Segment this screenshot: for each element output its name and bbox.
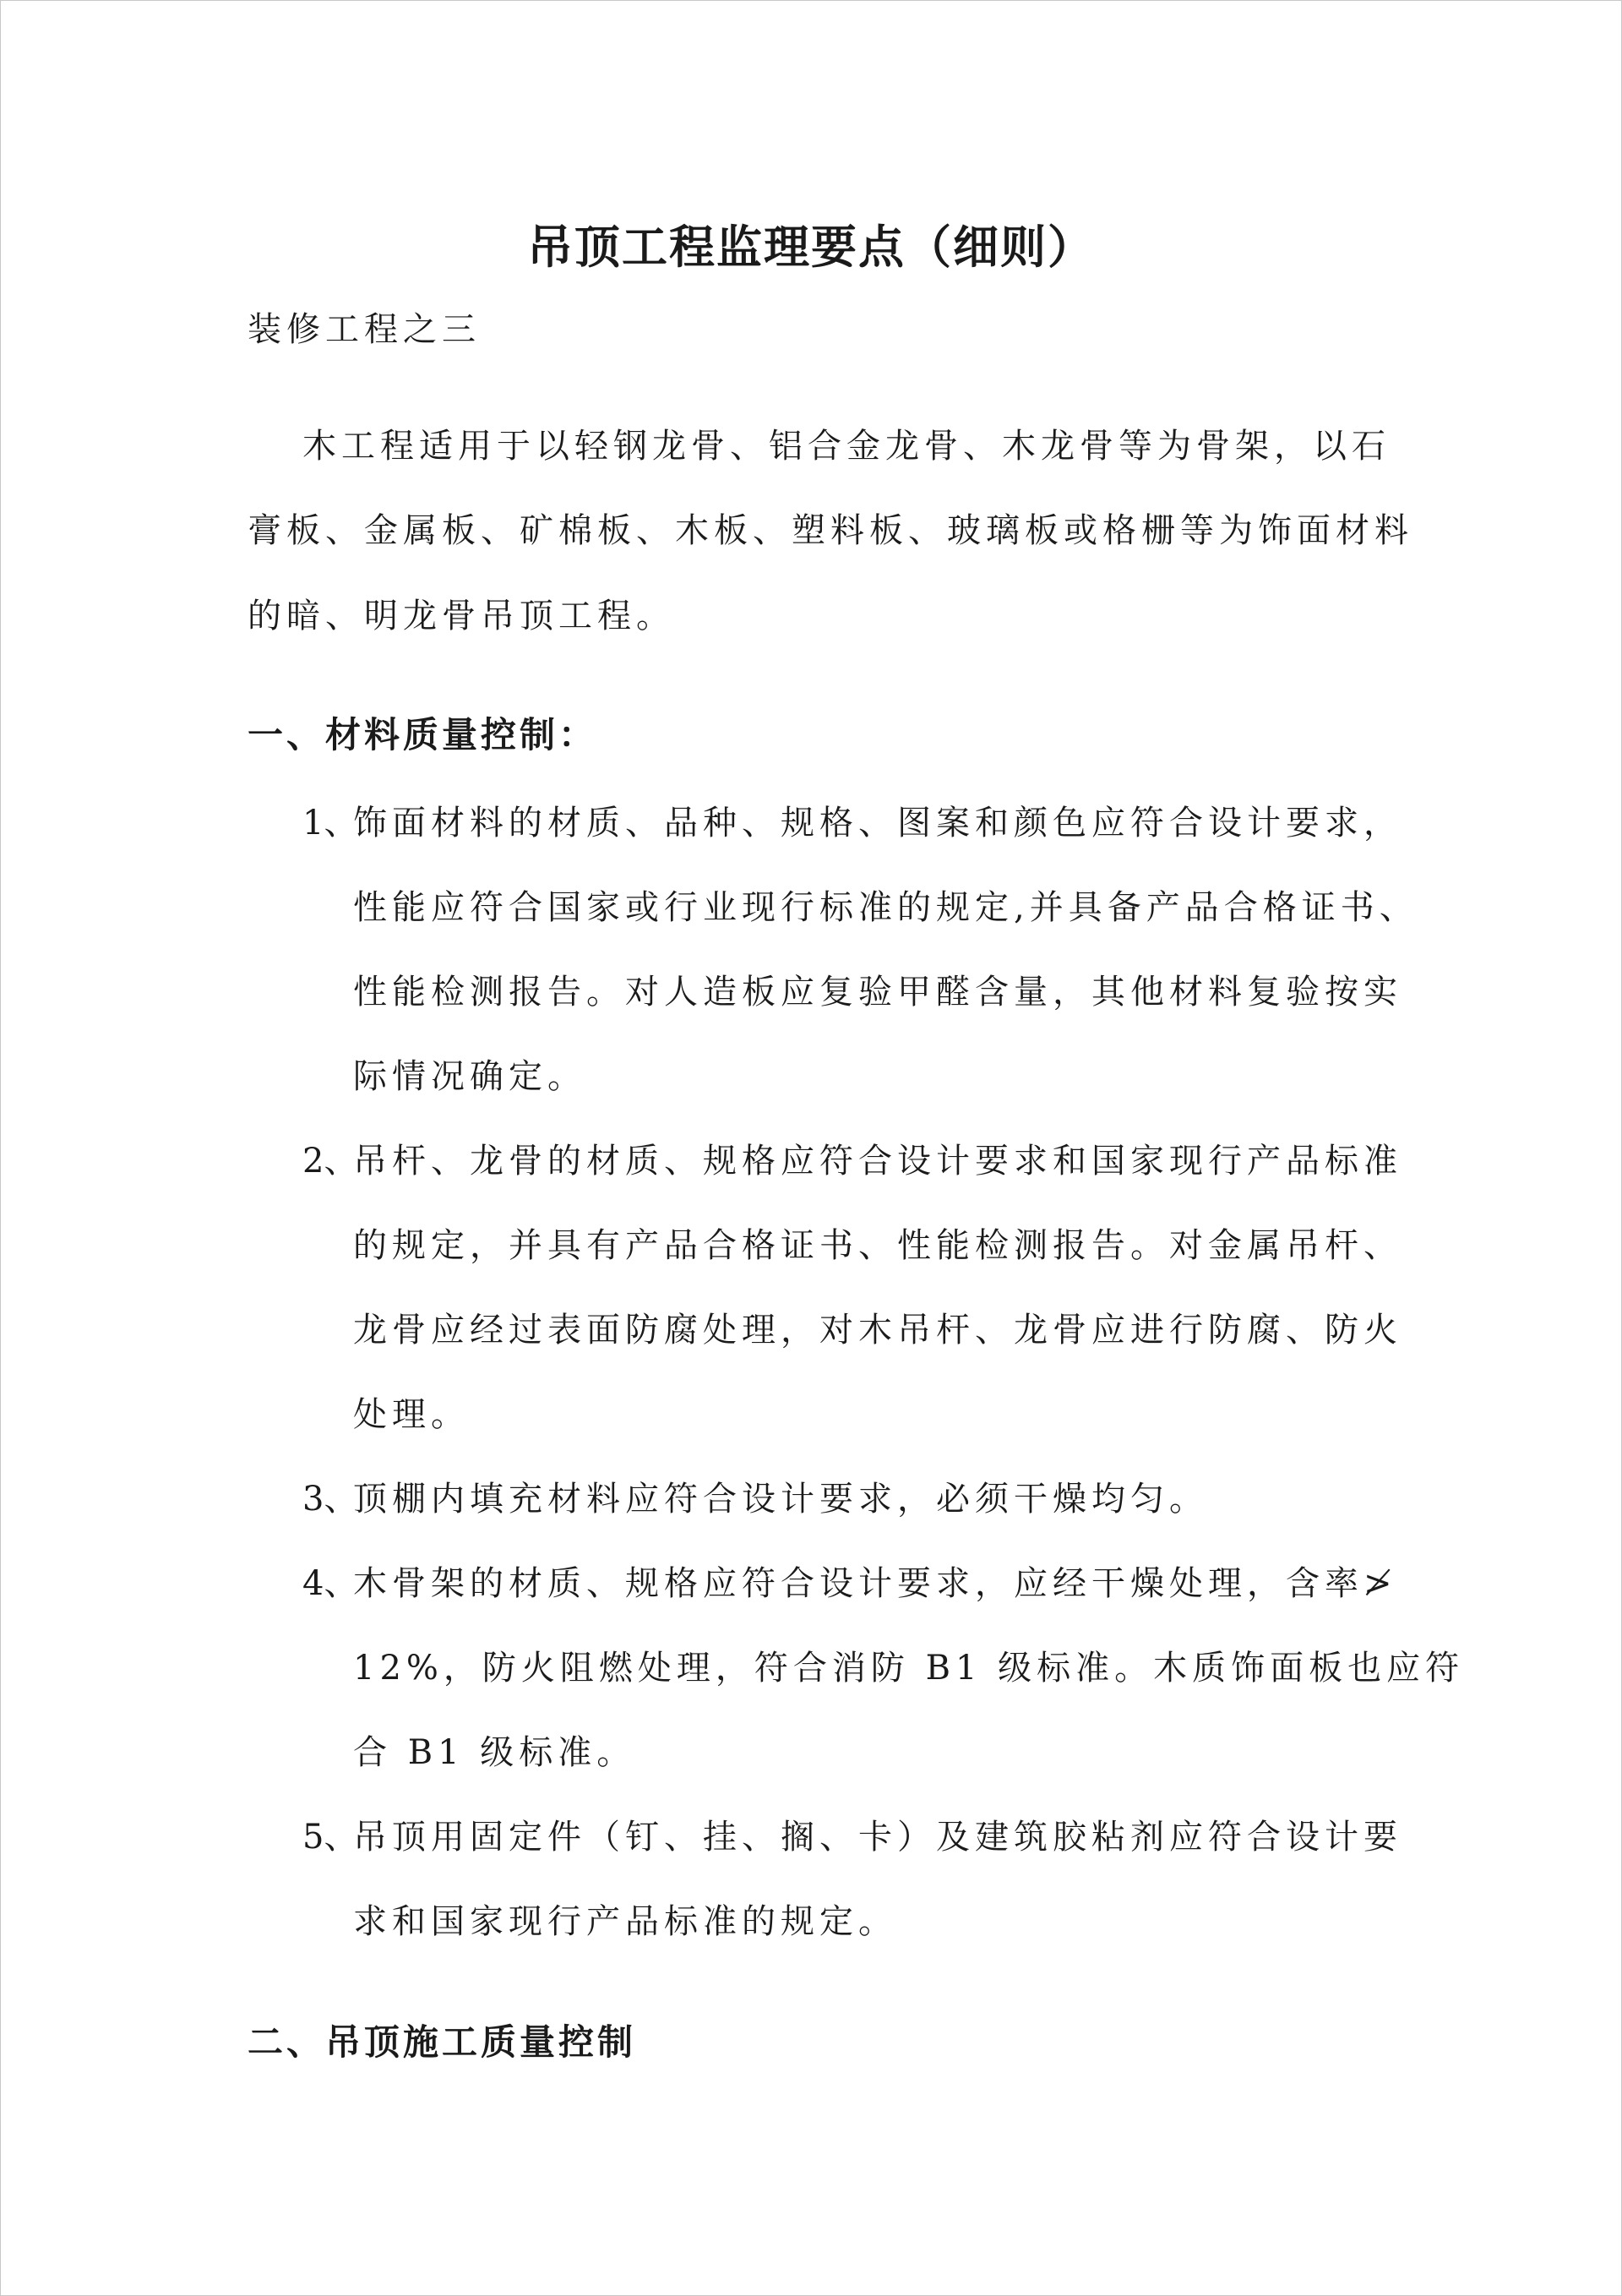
item-number: 3、 [302, 1480, 358, 1519]
item-line: 吊顶用固定件（钉、挂、搁、卡）及建筑胶粘剂应符合设计要 [353, 1818, 1402, 1857]
item-line: 龙骨应经过表面防腐处理，对木吊杆、龙骨应进行防腐、防火 [353, 1311, 1402, 1350]
intro-line: 的暗、明龙骨吊顶工程。 [248, 597, 675, 635]
section-heading: 一、材料质量控制： [248, 714, 598, 755]
page-title: 吊顶工程监理要点（细则） [527, 220, 1095, 274]
item-number: 2、 [302, 1142, 358, 1181]
item-line: 性能检测报告。对人造板应复验甲醛含量，其他材料复验按实 [353, 973, 1402, 1012]
item-number: 1、 [302, 804, 358, 843]
item-number: 4、 [302, 1564, 358, 1603]
item-line: 顶棚内填充材料应符合设计要求，必须干燥均匀。 [353, 1480, 1208, 1519]
item-line: 木骨架的材质、规格应符合设计要求，应经干燥处理，含率≯ [353, 1564, 1397, 1603]
item-line: 合 B1 级标准。 [353, 1733, 636, 1772]
intro-line: 木工程适用于以轻钢龙骨、铝合金龙骨、木龙骨等为骨架，以石 [302, 427, 1391, 466]
item-line: 求和国家现行产品标准的规定。 [353, 1902, 897, 1941]
item-line: 12%，防火阻燃处理，符合消防 B1 级标准。木质饰面板也应符 [353, 1649, 1465, 1688]
section-heading: 二、吊顶施工质量控制 [248, 2021, 637, 2063]
item-number: 5、 [302, 1818, 358, 1857]
item-line: 饰面材料的材质、品种、规格、图案和颜色应符合设计要求， [353, 804, 1402, 843]
item-line: 吊杆、龙骨的材质、规格应符合设计要求和国家现行产品标准 [353, 1142, 1402, 1181]
intro-line: 膏板、金属板、矿棉板、木板、塑料板、玻璃板或格栅等为饰面材料 [248, 511, 1413, 550]
item-line: 处理。 [353, 1395, 470, 1434]
subtitle: 装修工程之三 [248, 310, 481, 349]
item-line: 的规定，并具有产品合格证书、性能检测报告。对金属吊杆、 [353, 1226, 1402, 1265]
item-line: 性能应符合国家或行业现行标准的规定,并具备产品合格证书、 [353, 888, 1418, 927]
item-line: 际情况确定。 [353, 1057, 586, 1096]
